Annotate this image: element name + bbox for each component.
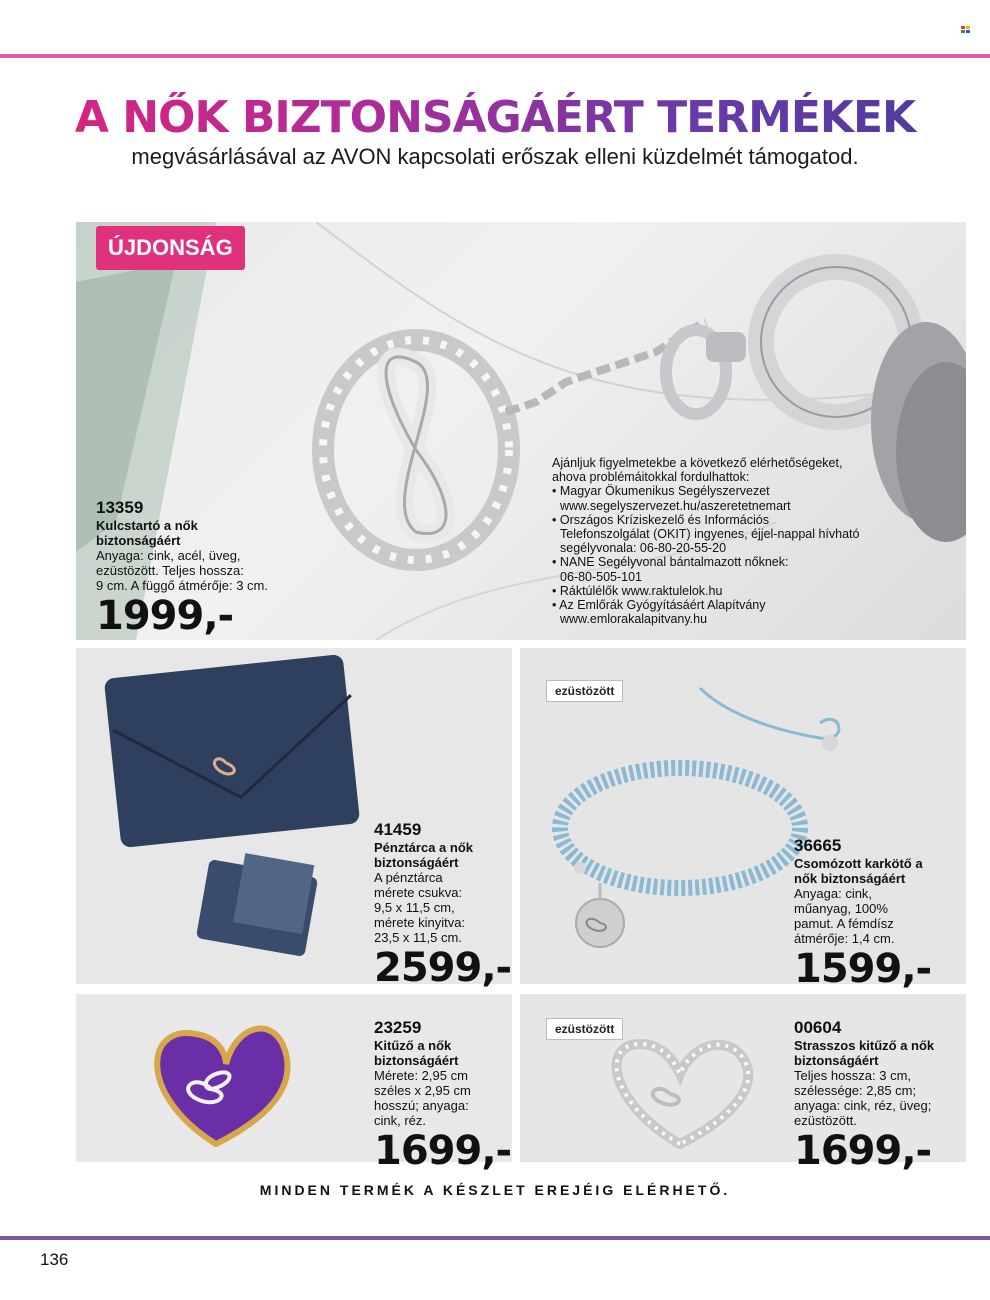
product-desc-line: széles x 2,95 cm	[374, 1083, 471, 1098]
product-desc-line: Teljes hossza: 3 cm,	[794, 1068, 912, 1083]
product-code: 00604	[794, 1018, 842, 1037]
help-contacts	[552, 456, 952, 626]
help-line: Telefonszolgálat (OKIT) ingyenes, éjjel-nappal hívható	[560, 527, 860, 542]
product-name-line: Csomózott karkötő a	[794, 856, 923, 871]
product-code: 13359	[96, 498, 144, 517]
product-code: 23259	[374, 1018, 422, 1037]
help-line: • Az Emlőrák Gyógyításáért Alapítvány	[552, 598, 766, 613]
bracelet-info	[794, 836, 964, 992]
product-name-line: biztonságáért	[96, 533, 181, 548]
product-desc-line: anyaga: cink, réz, üveg;	[794, 1098, 932, 1113]
product-desc-line: Anyaga: cink,	[794, 886, 873, 901]
product-desc-line: cink, réz.	[374, 1113, 427, 1128]
help-line: • Magyar Ökumenikus Segélyszervezet	[552, 484, 770, 499]
product-name-line: biztonságáért	[374, 1053, 459, 1068]
help-intro: ahova problémáitokkal fordulhattok:	[552, 470, 750, 485]
help-line: • NANE Segélyvonal bántalmazott nőknek:	[552, 555, 789, 570]
brand-mark-icon	[960, 24, 972, 36]
new-badge: ÚJDONSÁG	[96, 226, 245, 270]
pin-info	[374, 1018, 514, 1174]
product-name-line: Kulcstartó a nők	[96, 518, 198, 533]
help-line: 06-80-505-101	[560, 569, 643, 584]
product-code: 41459	[374, 820, 422, 839]
product-desc-line: Mérete: 2,95 cm	[374, 1068, 468, 1083]
product-desc-line: ezüstözött.	[794, 1113, 857, 1128]
help-line: • Ráktúlélők www.raktulelok.hu	[552, 583, 723, 598]
page-number: 136	[40, 1250, 69, 1269]
product-name-line: biztonságáért	[794, 1053, 879, 1068]
product-price: 2599,-	[374, 945, 512, 991]
product-desc-line: átmérője: 1,4 cm.	[794, 931, 895, 946]
product-desc-line: 9,5 x 11,5 cm,	[374, 900, 455, 915]
product-name-line: Kitűző a nők	[374, 1038, 452, 1053]
help-line: segélyvonala: 06-80-20-55-20	[560, 541, 727, 556]
product-desc-line: szélessége: 2,85 cm;	[794, 1083, 917, 1098]
product-name-line: nők biztonságáért	[794, 871, 906, 886]
page-title: A NŐK BIZTONSÁGÁÉRT TERMÉKEK	[0, 92, 990, 143]
help-line: www.emlorakalapitvany.hu	[560, 612, 708, 627]
product-name-line: Strasszos kitűző a nők	[794, 1038, 935, 1053]
product-desc-line: 9 cm. A függő átmérője: 3 cm.	[96, 578, 268, 593]
silver-plated-tag: ezüstözött	[546, 1018, 623, 1040]
help-line: www.segelyszervezet.hu/aszeretetnemart	[560, 498, 791, 513]
product-desc-line: Anyaga: cink, acél, üveg,	[96, 548, 241, 563]
product-desc-line: mérete kinyitva:	[374, 915, 466, 930]
product-desc-line: pamut. A fémdísz	[794, 916, 894, 931]
product-name-line: Pénztárca a nők	[374, 840, 473, 855]
product-price: 1599,-	[794, 946, 932, 992]
product-desc-line: A pénztárca	[374, 870, 443, 885]
silver-plated-tag: ezüstözött	[546, 680, 623, 702]
wallet-info	[374, 820, 514, 991]
bottom-divider	[0, 1236, 990, 1240]
product-price: 1699,-	[794, 1128, 932, 1174]
page-subtitle: megvásárlásával az AVON kapcsolati erőszak elleni küzdelmét támogatod.	[131, 144, 859, 169]
top-divider	[0, 54, 990, 58]
keychain-info	[96, 498, 296, 639]
product-price: 1699,-	[374, 1128, 512, 1174]
brooch-info	[794, 1018, 964, 1174]
help-line: • Országos Kríziskezelő és Információs	[552, 512, 769, 527]
availability-note: MINDEN TERMÉK A KÉSZLET EREJÉIG ELÉRHETŐ.	[259, 1182, 731, 1198]
product-price: 1999,-	[96, 593, 234, 639]
product-desc-line: hosszú; anyaga:	[374, 1098, 469, 1113]
help-intro: Ajánljuk figyelmetekbe a következő elérhetőségeket,	[552, 456, 843, 470]
product-desc-line: ezüstözött. Teljes hossza:	[96, 563, 244, 578]
product-name-line: biztonságáért	[374, 855, 459, 870]
product-code: 36665	[794, 836, 842, 855]
product-desc-line: mérete csukva:	[374, 885, 463, 900]
product-desc-line: műanyag, 100%	[794, 901, 888, 916]
product-desc-line: 23,5 x 11,5 cm.	[374, 930, 462, 945]
